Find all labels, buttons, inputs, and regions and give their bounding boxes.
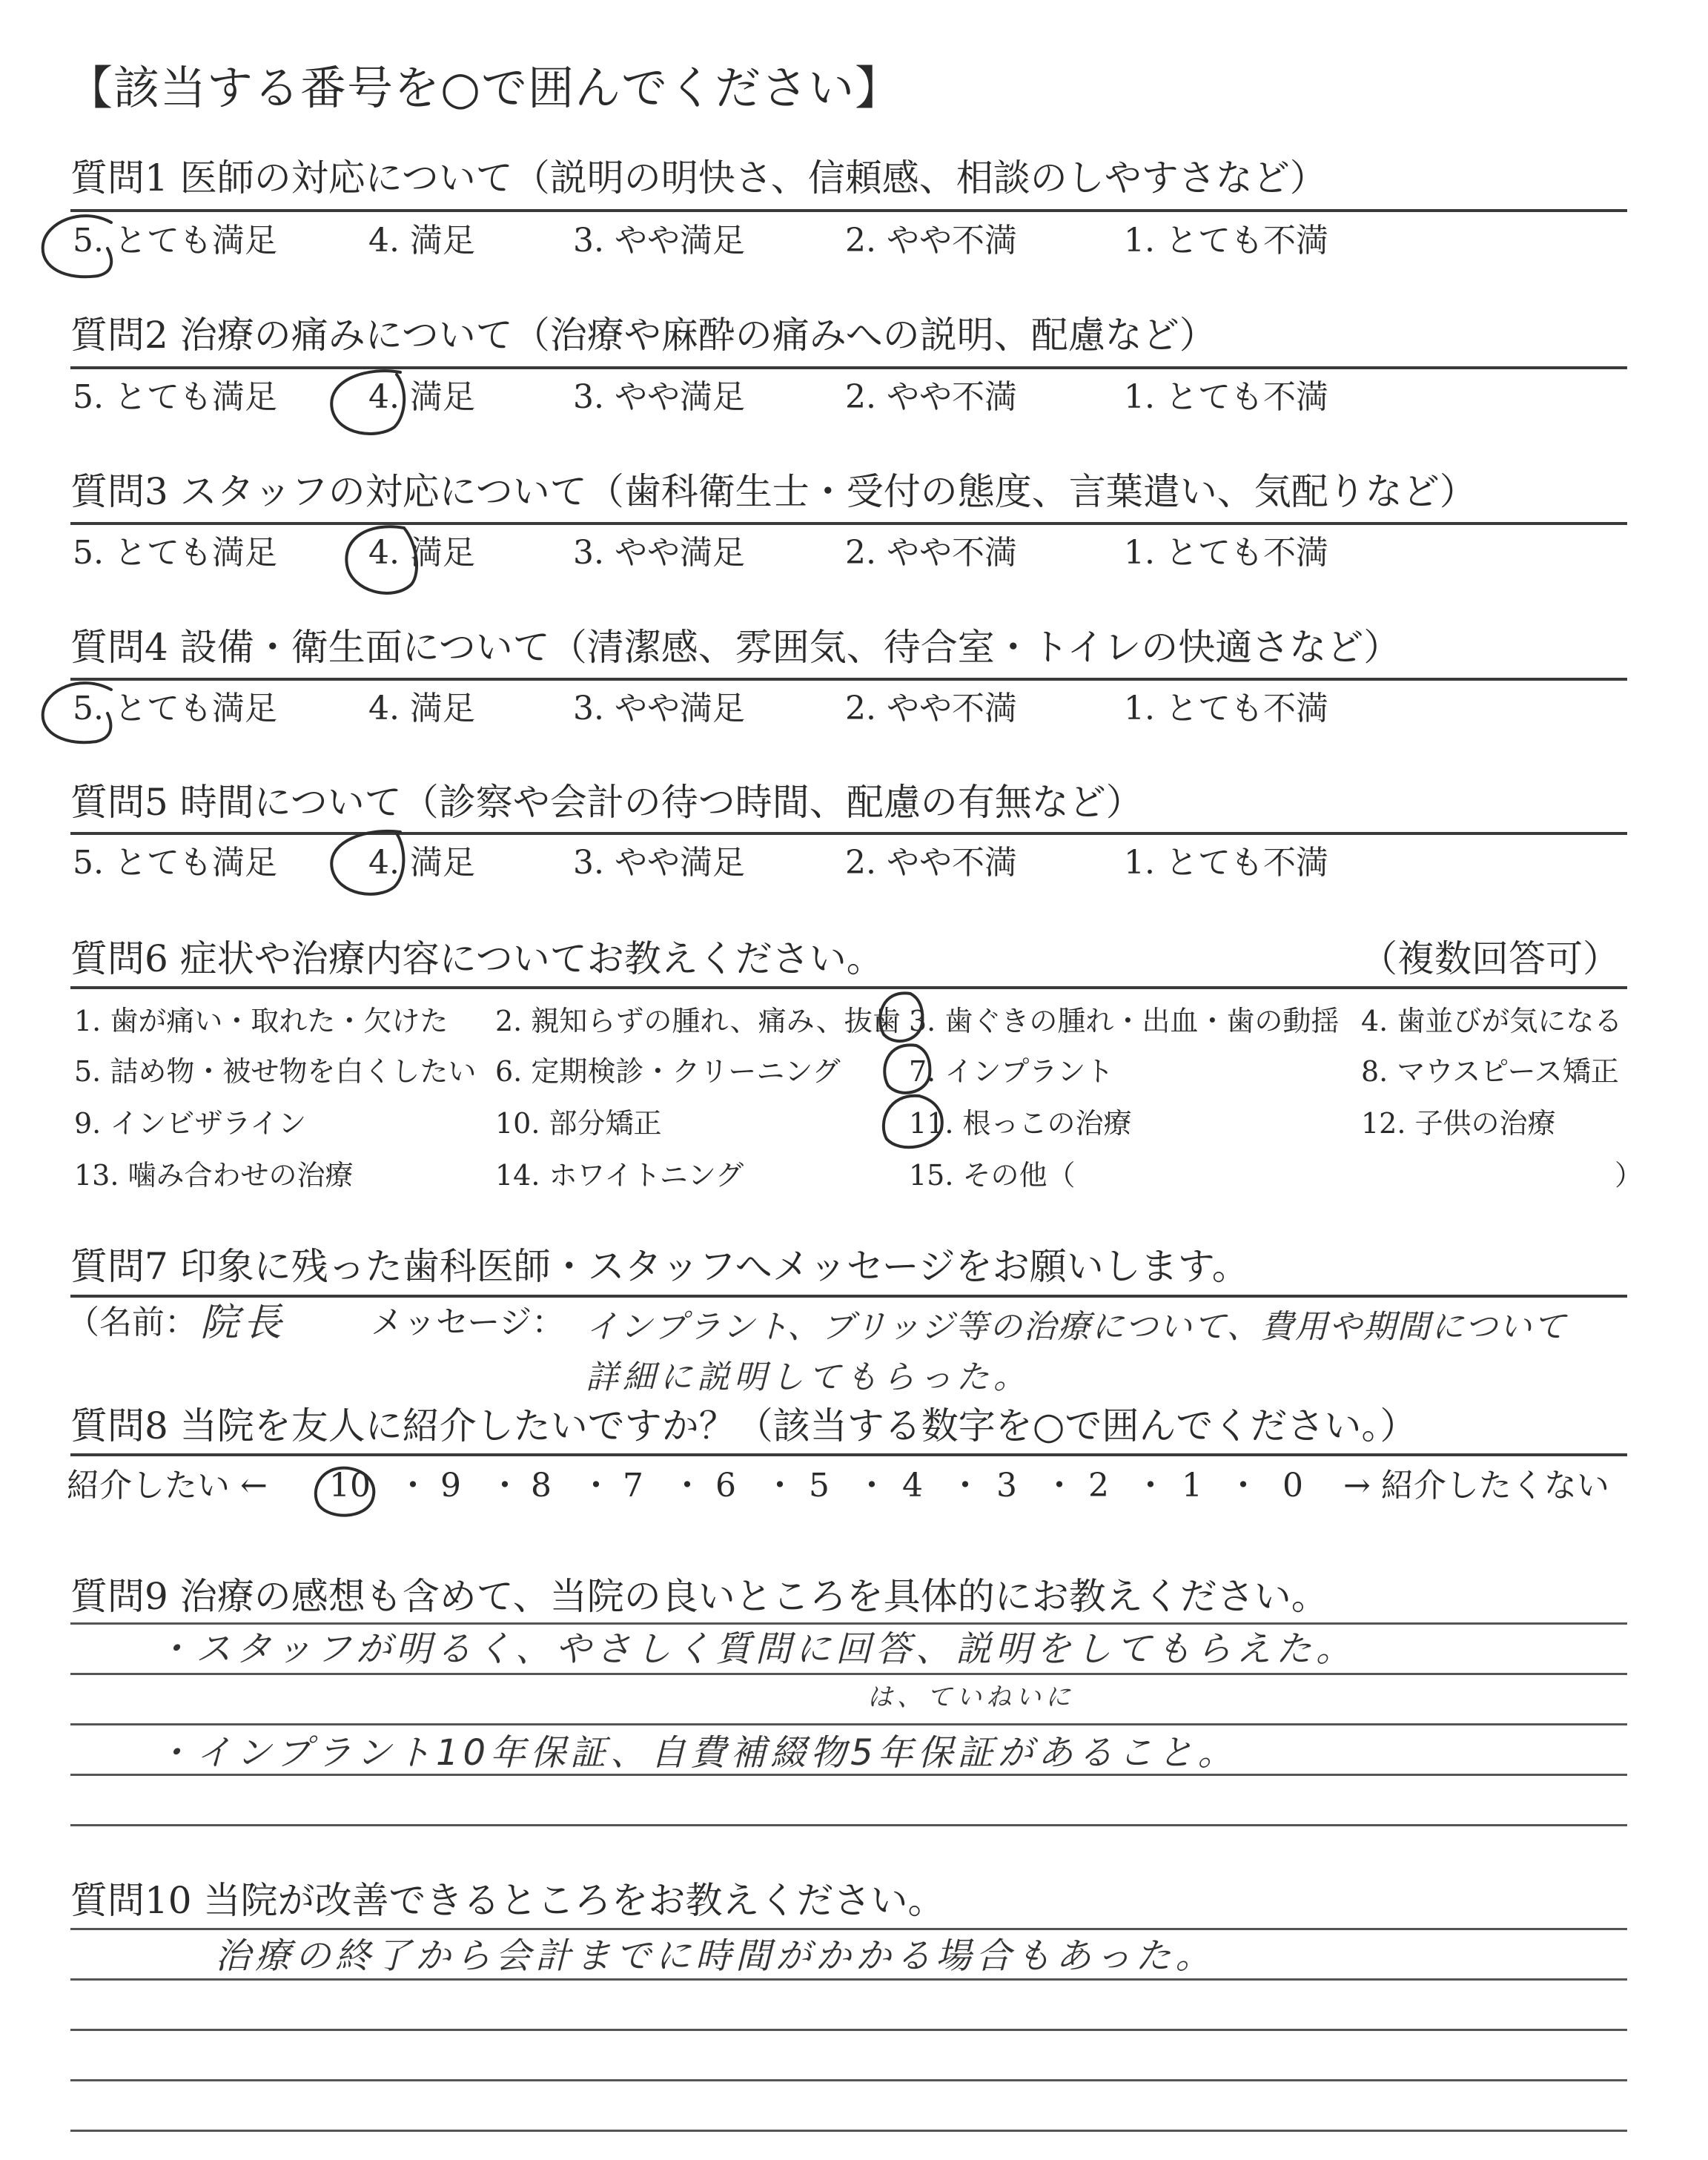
q6-item-3[interactable]: 3. 歯ぐきの腫れ・出血・歯の動揺 (909, 1005, 1340, 1037)
question-1-label: 質問1 医師の対応について（説明の明快さ、信頼感、相談のしやすさなど） (70, 156, 1327, 199)
q10-answer-line-1[interactable]: 治療の終了から会計までに時間がかかる場合もあった。 (215, 1935, 1216, 1977)
q6-item-1[interactable]: 1. 歯が痛い・取れた・欠けた (74, 1005, 448, 1037)
q8-scale-4[interactable]: 4 (902, 1467, 923, 1505)
q8-scale-dot: ・ (764, 1467, 796, 1505)
q6-item-7[interactable]: 7. インプラント (909, 1055, 1114, 1088)
q6-item-14[interactable]: 14. ホワイトニング (495, 1159, 744, 1192)
q8-scale-1[interactable]: 1 (1182, 1467, 1202, 1505)
question-6-note: （複数回答可） (1360, 937, 1620, 980)
q4-option-5[interactable]: 5. とても満足 (73, 690, 277, 727)
question-6-label: 質問6 症状や治療内容についてお教えください。 (70, 937, 884, 980)
q8-scale-dot: ・ (1134, 1467, 1167, 1505)
question-7-label: 質問7 印象に残った歯科医師・スタッフへメッセージをお願いします。 (70, 1245, 1249, 1288)
q6-item-15-close: ） (1615, 1159, 1644, 1192)
question-10-label: 質問10 当院が改善できるところをお教えください。 (70, 1879, 945, 1922)
survey-instruction: 【該当する番号を○で囲んでください】 (67, 61, 902, 115)
q10-answer-rule (70, 2130, 1627, 2132)
q4-option-4[interactable]: 4. 満足 (368, 690, 475, 727)
q6-item-5[interactable]: 5. 詰め物・被せ物を白くしたい (74, 1055, 477, 1088)
q10-answer-rule (70, 2079, 1627, 2081)
q4-option-3[interactable]: 3. やや満足 (573, 690, 745, 727)
q9-answer-rule (70, 1673, 1627, 1675)
q6-item-6[interactable]: 6. 定期検診・クリーニング (495, 1055, 841, 1088)
q10-answer-rule (70, 2029, 1627, 2031)
q9-answer-line-2[interactable]: ・インプラント10年保証、自費補綴物5年保証があること。 (156, 1732, 1238, 1774)
q1-option-5[interactable]: 5. とても満足 (73, 222, 277, 260)
q4-option-1[interactable]: 1. とても不満 (1124, 690, 1328, 727)
question-5-label: 質問5 時間について（診察や会計の待つ時間、配慮の有無など） (70, 781, 1143, 824)
q1-option-3[interactable]: 3. やや満足 (573, 222, 745, 260)
q10-answer-rule (70, 1978, 1627, 1981)
q8-scale-dot: ・ (855, 1467, 888, 1505)
q8-scale-0[interactable]: 0 (1282, 1467, 1303, 1505)
q8-scale-dot: ・ (489, 1467, 521, 1505)
q1-option-1[interactable]: 1. とても不満 (1124, 222, 1328, 260)
q8-scale-dot: ・ (580, 1467, 612, 1505)
q5-option-5[interactable]: 5. とても満足 (73, 844, 277, 882)
q8-scale-dot: ・ (397, 1467, 429, 1505)
q8-scale-9[interactable]: 9 (440, 1467, 461, 1505)
q6-item-4[interactable]: 4. 歯並びが気になる (1361, 1005, 1623, 1037)
q9-answer-insert[interactable]: は、ていねいに (867, 1682, 1075, 1712)
question-9-label: 質問9 治療の感想も含めて、当院の良いところを具体的にお教えください。 (70, 1575, 1328, 1618)
q7-name-value[interactable]: 院長 (200, 1301, 287, 1345)
question-7-rule (70, 1295, 1627, 1298)
q6-item-13[interactable]: 13. 噛み合わせの治療 (74, 1159, 354, 1192)
q9-answer-rule (70, 1622, 1627, 1625)
q8-scale-7[interactable]: 7 (623, 1467, 643, 1505)
q3-option-1[interactable]: 1. とても不満 (1124, 534, 1328, 572)
question-4-label: 質問4 設備・衛生面について（清潔感、雰囲気、待合室・トイレの快適さなど） (70, 626, 1401, 669)
q5-option-3[interactable]: 3. やや満足 (573, 844, 745, 882)
q5-option-1[interactable]: 1. とても不満 (1124, 844, 1328, 882)
question-6-rule (70, 986, 1627, 989)
q3-option-5[interactable]: 5. とても満足 (73, 534, 277, 572)
q9-answer-rule (70, 1723, 1627, 1725)
q7-name-label: （名前： (67, 1304, 197, 1341)
q6-item-10[interactable]: 10. 部分矯正 (495, 1107, 662, 1140)
q2-option-4[interactable]: 4. 満足 (368, 378, 475, 416)
q5-option-4[interactable]: 4. 満足 (368, 844, 475, 882)
question-3-rule (70, 522, 1627, 525)
q9-answer-rule (70, 1824, 1627, 1826)
q2-option-1[interactable]: 1. とても不満 (1124, 378, 1328, 416)
question-8-rule (70, 1453, 1627, 1456)
q6-item-8[interactable]: 8. マウスピース矯正 (1361, 1055, 1619, 1088)
q7-message-label: メッセージ： (371, 1304, 565, 1341)
question-8-label: 質問8 当院を友人に紹介したいですか？（該当する数字を○で囲んでください。） (70, 1404, 1417, 1447)
q8-left-label: 紹介したい ← (67, 1467, 268, 1505)
q8-scale-dot: ・ (1227, 1467, 1260, 1505)
q9-answer-rule (70, 1774, 1627, 1776)
question-4-rule (70, 678, 1627, 681)
q8-scale-8[interactable]: 8 (531, 1467, 552, 1505)
question-2-rule (70, 366, 1627, 369)
q8-scale-2[interactable]: 2 (1088, 1467, 1109, 1505)
q6-item-11[interactable]: 11. 根っこの治療 (909, 1107, 1132, 1140)
q8-scale-5[interactable]: 5 (809, 1467, 830, 1505)
q6-item-15[interactable]: 15. その他（ (909, 1159, 1076, 1192)
q5-option-2[interactable]: 2. やや不満 (845, 844, 1017, 882)
q1-option-4[interactable]: 4. 満足 (368, 222, 475, 260)
q6-item-12[interactable]: 12. 子供の治療 (1361, 1107, 1556, 1140)
q2-option-5[interactable]: 5. とても満足 (73, 378, 277, 416)
q6-item-2[interactable]: 2. 親知らずの腫れ、痛み、抜歯 (495, 1005, 901, 1037)
question-1-rule (70, 209, 1627, 212)
q8-scale-dot: ・ (671, 1467, 704, 1505)
q8-scale-dot: ・ (949, 1467, 982, 1505)
q3-option-3[interactable]: 3. やや満足 (573, 534, 745, 572)
q8-scale-dot: ・ (1043, 1467, 1076, 1505)
question-2-label: 質問2 治療の痛みについて（治療や麻酔の痛みへの説明、配慮など） (70, 314, 1217, 357)
q6-item-9[interactable]: 9. インビザライン (74, 1107, 307, 1140)
q8-scale-6[interactable]: 6 (715, 1467, 736, 1505)
q8-right-label: → 紹介したくない (1343, 1467, 1609, 1505)
q2-option-2[interactable]: 2. やや不満 (845, 378, 1017, 416)
q8-scale-10[interactable]: 10 (329, 1467, 371, 1505)
q3-option-4[interactable]: 4. 満足 (368, 534, 475, 572)
q8-scale-3[interactable]: 3 (996, 1467, 1017, 1505)
q4-option-2[interactable]: 2. やや不満 (845, 690, 1017, 727)
q2-option-3[interactable]: 3. やや満足 (573, 378, 745, 416)
q3-option-2[interactable]: 2. やや不満 (845, 534, 1017, 572)
q10-answer-rule (70, 1928, 1627, 1930)
question-3-label: 質問3 スタッフの対応について（歯科衛生士・受付の態度、言葉遣い、気配りなど） (70, 470, 1477, 513)
q7-message-line-1[interactable]: インプラント、ブリッジ等の治療について、費用や期間について (586, 1308, 1567, 1346)
q7-message-line-2[interactable]: 詳細に説明してもらった。 (586, 1358, 1030, 1396)
question-5-rule (70, 832, 1627, 835)
q1-option-2[interactable]: 2. やや不満 (845, 222, 1017, 260)
q9-answer-line-1[interactable]: ・スタッフが明るく、やさしく質問に回答、説明をしてもらえた。 (156, 1628, 1357, 1670)
